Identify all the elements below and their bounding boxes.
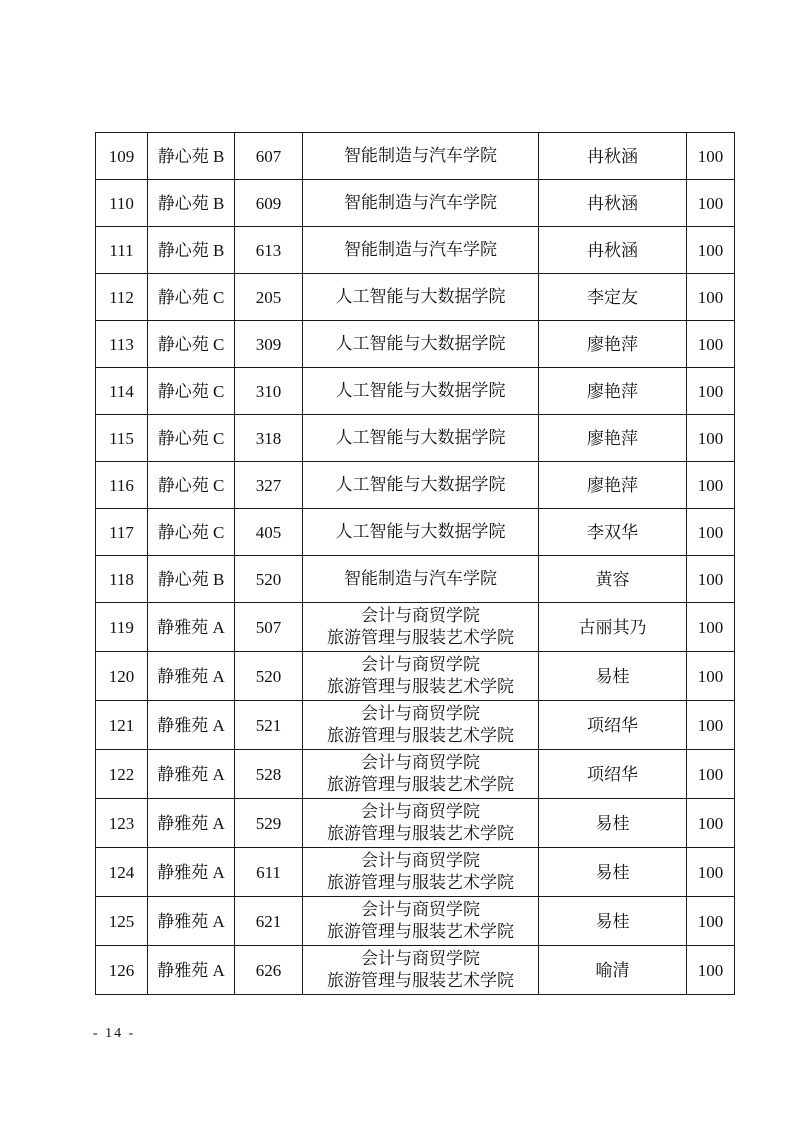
row-number-cell: 126 <box>96 946 148 995</box>
score-cell: 100 <box>687 750 735 799</box>
department-cell <box>303 462 539 509</box>
table-row <box>96 415 735 462</box>
inspector-cell: 易桂 <box>539 848 687 897</box>
building-cell: 静心苑 C <box>148 415 235 462</box>
department-name: 会计与商贸学院 <box>361 900 480 919</box>
department-name: 会计与商贸学院 <box>361 949 480 968</box>
table-row <box>96 556 735 603</box>
score-cell: 100 <box>687 509 735 556</box>
building-cell: 静心苑 B <box>148 133 235 180</box>
score-cell: 100 <box>687 133 735 180</box>
inspector-cell: 廖艳萍 <box>539 368 687 415</box>
room-number-cell: 607 <box>235 133 303 180</box>
department-name: 旅游管理与服装艺术学院 <box>327 971 514 990</box>
score-cell: 100 <box>687 321 735 368</box>
building-cell: 静心苑 C <box>148 368 235 415</box>
department-name: 旅游管理与服装艺术学院 <box>327 873 514 892</box>
score-cell: 100 <box>687 897 735 946</box>
department-cell <box>303 274 539 321</box>
row-number-cell: 114 <box>96 368 148 415</box>
room-number-cell: 520 <box>235 652 303 701</box>
building-cell: 静雅苑 A <box>148 946 235 995</box>
room-number-cell: 611 <box>235 848 303 897</box>
table-row <box>96 133 735 180</box>
department-name: 会计与商贸学院 <box>361 606 480 625</box>
table-row <box>96 701 735 750</box>
score-cell: 100 <box>687 556 735 603</box>
row-number-cell: 118 <box>96 556 148 603</box>
department-cell <box>303 227 539 274</box>
department-cell <box>303 180 539 227</box>
department-cell <box>303 848 539 897</box>
room-number-cell: 205 <box>235 274 303 321</box>
room-number-cell: 626 <box>235 946 303 995</box>
table-row <box>96 799 735 848</box>
department-name: 会计与商贸学院 <box>361 655 480 674</box>
inspector-cell: 廖艳萍 <box>539 415 687 462</box>
room-number-cell: 528 <box>235 750 303 799</box>
inspector-cell: 李定友 <box>539 274 687 321</box>
building-cell: 静心苑 C <box>148 321 235 368</box>
department-name: 旅游管理与服装艺术学院 <box>327 824 514 843</box>
inspector-cell: 黄容 <box>539 556 687 603</box>
department-name: 旅游管理与服装艺术学院 <box>327 775 514 794</box>
room-number-cell: 405 <box>235 509 303 556</box>
department-name: 旅游管理与服装艺术学院 <box>327 628 514 647</box>
inspector-cell: 冉秋涵 <box>539 180 687 227</box>
table-row <box>96 946 735 995</box>
score-cell: 100 <box>687 946 735 995</box>
room-number-cell: 521 <box>235 701 303 750</box>
row-number-cell: 110 <box>96 180 148 227</box>
department-cell <box>303 750 539 799</box>
building-cell: 静心苑 B <box>148 180 235 227</box>
room-number-cell: 310 <box>235 368 303 415</box>
table-row <box>96 321 735 368</box>
table-row <box>96 227 735 274</box>
table-row <box>96 368 735 415</box>
room-number-cell: 621 <box>235 897 303 946</box>
department-cell <box>303 133 539 180</box>
department-name: 会计与商贸学院 <box>361 851 480 870</box>
department-name: 会计与商贸学院 <box>361 753 480 772</box>
inspector-cell: 易桂 <box>539 652 687 701</box>
room-number-cell: 609 <box>235 180 303 227</box>
table-row <box>96 750 735 799</box>
inspector-cell: 冉秋涵 <box>539 133 687 180</box>
building-cell: 静雅苑 A <box>148 897 235 946</box>
room-number-cell: 309 <box>235 321 303 368</box>
room-number-cell: 613 <box>235 227 303 274</box>
room-number-cell: 529 <box>235 799 303 848</box>
department-cell <box>303 799 539 848</box>
table-row <box>96 848 735 897</box>
table-row <box>96 652 735 701</box>
inspector-cell: 古丽其乃 <box>539 603 687 652</box>
table-row <box>96 180 735 227</box>
building-cell: 静雅苑 A <box>148 799 235 848</box>
inspector-cell: 李双华 <box>539 509 687 556</box>
row-number-cell: 115 <box>96 415 148 462</box>
inspector-cell: 廖艳萍 <box>539 462 687 509</box>
score-cell: 100 <box>687 368 735 415</box>
department-name: 会计与商贸学院 <box>361 704 480 723</box>
department-name: 人工智能与大数据学院 <box>335 334 506 353</box>
room-number-cell: 327 <box>235 462 303 509</box>
building-cell: 静雅苑 A <box>148 701 235 750</box>
department-cell <box>303 415 539 462</box>
inspector-cell: 项绍华 <box>539 701 687 750</box>
department-name: 人工智能与大数据学院 <box>335 428 506 447</box>
department-name: 人工智能与大数据学院 <box>335 287 506 306</box>
department-name: 智能制造与汽车学院 <box>344 240 497 259</box>
department-name: 人工智能与大数据学院 <box>335 381 506 400</box>
inspector-cell: 冉秋涵 <box>539 227 687 274</box>
score-cell: 100 <box>687 848 735 897</box>
building-cell: 静心苑 B <box>148 556 235 603</box>
table-body <box>96 133 735 995</box>
inspector-cell: 项绍华 <box>539 750 687 799</box>
score-cell: 100 <box>687 180 735 227</box>
department-cell <box>303 946 539 995</box>
department-cell <box>303 368 539 415</box>
row-number-cell: 125 <box>96 897 148 946</box>
inspector-cell: 廖艳萍 <box>539 321 687 368</box>
building-cell: 静雅苑 A <box>148 652 235 701</box>
score-cell: 100 <box>687 603 735 652</box>
row-number-cell: 122 <box>96 750 148 799</box>
table-row <box>96 462 735 509</box>
row-number-cell: 123 <box>96 799 148 848</box>
dormitory-score-table <box>95 132 735 995</box>
score-cell: 100 <box>687 652 735 701</box>
department-name: 旅游管理与服装艺术学院 <box>327 922 514 941</box>
department-cell <box>303 509 539 556</box>
building-cell: 静心苑 C <box>148 274 235 321</box>
inspector-cell: 易桂 <box>539 897 687 946</box>
department-name: 智能制造与汽车学院 <box>344 569 497 588</box>
department-cell <box>303 321 539 368</box>
building-cell: 静心苑 C <box>148 462 235 509</box>
page-number: - 14 - <box>93 1026 136 1041</box>
room-number-cell: 520 <box>235 556 303 603</box>
inspector-cell: 喻清 <box>539 946 687 995</box>
inspector-cell: 易桂 <box>539 799 687 848</box>
department-cell <box>303 652 539 701</box>
department-name: 旅游管理与服装艺术学院 <box>327 726 514 745</box>
score-cell: 100 <box>687 701 735 750</box>
building-cell: 静雅苑 A <box>148 848 235 897</box>
score-cell: 100 <box>687 274 735 321</box>
building-cell: 静心苑 C <box>148 509 235 556</box>
department-name: 会计与商贸学院 <box>361 802 480 821</box>
row-number-cell: 119 <box>96 603 148 652</box>
row-number-cell: 112 <box>96 274 148 321</box>
building-cell: 静雅苑 A <box>148 603 235 652</box>
table-row <box>96 603 735 652</box>
department-cell <box>303 701 539 750</box>
building-cell: 静雅苑 A <box>148 750 235 799</box>
department-cell <box>303 603 539 652</box>
table-row <box>96 897 735 946</box>
row-number-cell: 124 <box>96 848 148 897</box>
department-name: 人工智能与大数据学院 <box>335 522 506 541</box>
row-number-cell: 117 <box>96 509 148 556</box>
row-number-cell: 116 <box>96 462 148 509</box>
row-number-cell: 109 <box>96 133 148 180</box>
score-cell: 100 <box>687 799 735 848</box>
department-name: 旅游管理与服装艺术学院 <box>327 677 514 696</box>
score-cell: 100 <box>687 462 735 509</box>
table-row <box>96 509 735 556</box>
table-row <box>96 274 735 321</box>
row-number-cell: 111 <box>96 227 148 274</box>
score-cell: 100 <box>687 415 735 462</box>
department-cell <box>303 556 539 603</box>
building-cell: 静心苑 B <box>148 227 235 274</box>
row-number-cell: 121 <box>96 701 148 750</box>
row-number-cell: 120 <box>96 652 148 701</box>
row-number-cell: 113 <box>96 321 148 368</box>
department-name: 智能制造与汽车学院 <box>344 146 497 165</box>
department-name: 智能制造与汽车学院 <box>344 193 497 212</box>
department-name: 人工智能与大数据学院 <box>335 475 506 494</box>
score-cell: 100 <box>687 227 735 274</box>
department-cell <box>303 897 539 946</box>
room-number-cell: 507 <box>235 603 303 652</box>
room-number-cell: 318 <box>235 415 303 462</box>
